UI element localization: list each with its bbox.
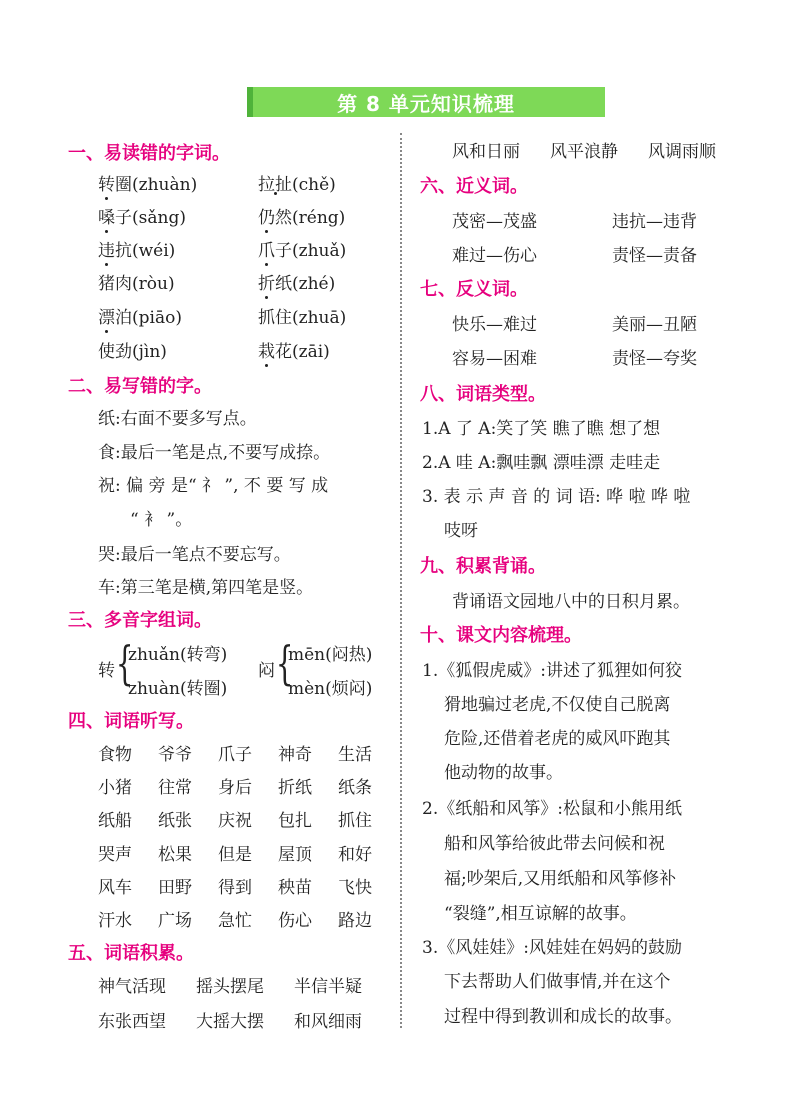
word-pair: 容易—困难 [452, 349, 537, 369]
section-heading: 三、多音字组词。 [68, 610, 212, 631]
pinyin-item [258, 236, 346, 261]
idiom: 风和日丽 [452, 142, 520, 162]
pinyin-item [258, 303, 346, 328]
section-heading: 一、易读错的字词。 [68, 143, 230, 164]
dictation-word: 纸条 [338, 778, 372, 798]
text-line: 1.《狐假虎威》:讲述了狐狸如何狡 [422, 661, 682, 681]
marked-char: 嗓 [98, 208, 115, 228]
dictation-word: 身后 [218, 778, 252, 798]
polyphone-char: 转 [98, 661, 115, 681]
section-heading: 六、近义词。 [420, 176, 528, 197]
word-pair: 快乐—难过 [452, 315, 537, 335]
text-line: 2.《纸船和风筝》:松鼠和小熊用纸 [422, 799, 682, 819]
idiom: 大摇大摆 [196, 1012, 264, 1032]
dictation-word: 路边 [338, 911, 372, 931]
text-line: 3.《风娃娃》:风娃娃在妈妈的鼓励 [422, 938, 682, 958]
dictation-word: 往常 [158, 778, 192, 798]
word-pair: 美丽—丑陋 [612, 315, 697, 335]
dictation-word: 松果 [158, 845, 192, 865]
word-pair: 责怪—夸奖 [612, 349, 697, 369]
dictation-word: 和好 [338, 845, 372, 865]
column-divider [400, 133, 402, 1028]
section-heading: 五、词语积累。 [68, 943, 194, 964]
text-line: 过程中得到教训和成长的故事。 [444, 1007, 682, 1027]
text-line: 3. 表 示 声 音 的 词 语: 哗 啦 哗 啦 [422, 487, 691, 507]
word-pair: 难过—伤心 [452, 246, 537, 266]
section-heading: 九、积累背诵。 [420, 556, 546, 577]
section-heading: 十、课文内容梳理。 [420, 625, 582, 646]
dictation-word: 庆祝 [218, 811, 252, 831]
text-line: “ 衤 ”。 [130, 510, 193, 530]
pinyin-text: 花(zāi) [275, 342, 330, 362]
text-line: 危险,还借着老虎的威风吓跑其 [444, 729, 671, 749]
polyphone-char: 闷 [258, 661, 275, 681]
pinyin-item [98, 337, 167, 362]
pinyin-item [258, 269, 335, 294]
dictation-word: 飞快 [338, 878, 372, 898]
idiom: 半信半疑 [294, 977, 362, 997]
pinyin-item [98, 269, 175, 294]
polyphone-word: mēn(闷热) [288, 645, 373, 665]
pinyin-text: 扯(chě) [275, 175, 336, 195]
section-heading: 二、易写错的字。 [68, 376, 212, 397]
marked-char: 违 [98, 241, 115, 261]
pinyin-text: 然(réng) [275, 208, 346, 228]
marked-char: 漂 [98, 308, 115, 328]
text-line: 猾地骗过老虎,不仅使自己脱离 [444, 695, 671, 715]
dictation-word: 屋顶 [278, 845, 312, 865]
dictation-word: 神奇 [278, 745, 312, 765]
pinyin-item [98, 236, 175, 261]
marked-char: 转 [98, 175, 115, 195]
text-line: 下去帮助人们做事情,并在这个 [444, 972, 671, 992]
idiom: 风调雨顺 [648, 142, 716, 162]
pinyin-text: (jìn) [132, 342, 167, 362]
brace-icon: { [275, 636, 294, 690]
dictation-word: 食物 [98, 745, 132, 765]
marked-char: 栽 [258, 342, 275, 362]
pinyin-item [98, 303, 182, 328]
pinyin-item [98, 170, 197, 195]
pinyin-text: 圈(zhuàn) [115, 175, 198, 195]
char: 拉 [258, 175, 275, 195]
brace-icon: { [115, 636, 134, 690]
polyphone-word: zhuǎn(转弯) [128, 645, 228, 665]
text-line: 1.A 了 A:笑了笑 瞧了瞧 想了想 [422, 419, 661, 439]
marked-char: 仍 [258, 208, 275, 228]
pinyin-text: 泊(piāo) [115, 308, 182, 328]
char: 猪 [98, 274, 115, 294]
section-heading: 八、词语类型。 [420, 384, 546, 405]
word-pair: 茂密—茂盛 [452, 212, 537, 232]
text-line: 他动物的故事。 [444, 763, 563, 783]
marked-char: 折 [258, 274, 275, 294]
word-pair: 责怪—责备 [612, 246, 697, 266]
char: 使劲 [98, 342, 132, 362]
dictation-word: 纸张 [158, 811, 192, 831]
pinyin-item [98, 203, 186, 228]
section-heading: 四、词语听写。 [68, 711, 194, 732]
pinyin-text: 抗(wéi) [115, 241, 176, 261]
text-line: 车:第三笔是横,第四笔是竖。 [98, 578, 314, 598]
idiom: 神气活现 [98, 977, 166, 997]
text-line: 祝: 偏 旁 是“ 礻 ”, 不 要 写 成 [98, 476, 329, 496]
char: 抓 [258, 308, 275, 328]
dictation-word: 但是 [218, 845, 252, 865]
dictation-word: 纸船 [98, 811, 132, 831]
page-title-text: 第 8 单元知识梳理 [337, 91, 515, 116]
pinyin-item [258, 337, 330, 362]
text-line: 吱呀 [444, 521, 478, 541]
dictation-word: 折纸 [278, 778, 312, 798]
idiom: 和风细雨 [294, 1012, 362, 1032]
idiom: 摇头摆尾 [196, 977, 264, 997]
pinyin-text: 子(sǎng) [115, 208, 186, 228]
dictation-word: 包扎 [278, 811, 312, 831]
text-line: 船和风筝给彼此带去问候和祝 [444, 834, 665, 854]
dictation-word: 广场 [158, 911, 192, 931]
pinyin-item [258, 170, 336, 195]
dictation-word: 风车 [98, 878, 132, 898]
text-line: 福;吵架后,又用纸船和风筝修补 [444, 869, 677, 889]
pinyin-text: 住(zhuā) [275, 308, 347, 328]
dictation-word: 得到 [218, 878, 252, 898]
text-line: 纸:右面不要多写点。 [98, 409, 257, 429]
idiom: 风平浪静 [550, 142, 618, 162]
pinyin-text: 子(zhuǎ) [275, 241, 347, 261]
marked-char: 爪 [258, 241, 275, 261]
dictation-word: 秧苗 [278, 878, 312, 898]
text-line: 食:最后一笔是点,不要写成捺。 [98, 443, 331, 463]
dictation-word: 哭声 [98, 845, 132, 865]
text-line: 2.A 哇 A:飘哇飘 漂哇漂 走哇走 [422, 453, 661, 473]
pinyin-item [258, 203, 345, 228]
text-line: 哭:最后一笔点不要忘写。 [98, 545, 291, 565]
dictation-word: 抓住 [338, 811, 372, 831]
dictation-word: 汗水 [98, 911, 132, 931]
dictation-word: 田野 [158, 878, 192, 898]
dictation-word: 小猪 [98, 778, 132, 798]
dictation-word: 急忙 [218, 911, 252, 931]
word-pair: 违抗—违背 [612, 212, 697, 232]
pinyin-text: 肉(ròu) [115, 274, 175, 294]
dictation-word: 爷爷 [158, 745, 192, 765]
polyphone-word: mèn(烦闷) [288, 679, 373, 699]
dictation-word: 爪子 [218, 745, 252, 765]
dictation-word: 生活 [338, 745, 372, 765]
idiom: 东张西望 [98, 1012, 166, 1032]
dictation-word: 伤心 [278, 911, 312, 931]
page-title [247, 87, 605, 117]
pinyin-text: 纸(zhé) [275, 274, 336, 294]
text-line: 背诵语文园地八中的日积月累。 [452, 592, 690, 612]
text-line: “裂缝”,相互谅解的故事。 [444, 904, 637, 924]
section-heading: 七、反义词。 [420, 279, 528, 300]
polyphone-word: zhuàn(转圈) [128, 679, 228, 699]
